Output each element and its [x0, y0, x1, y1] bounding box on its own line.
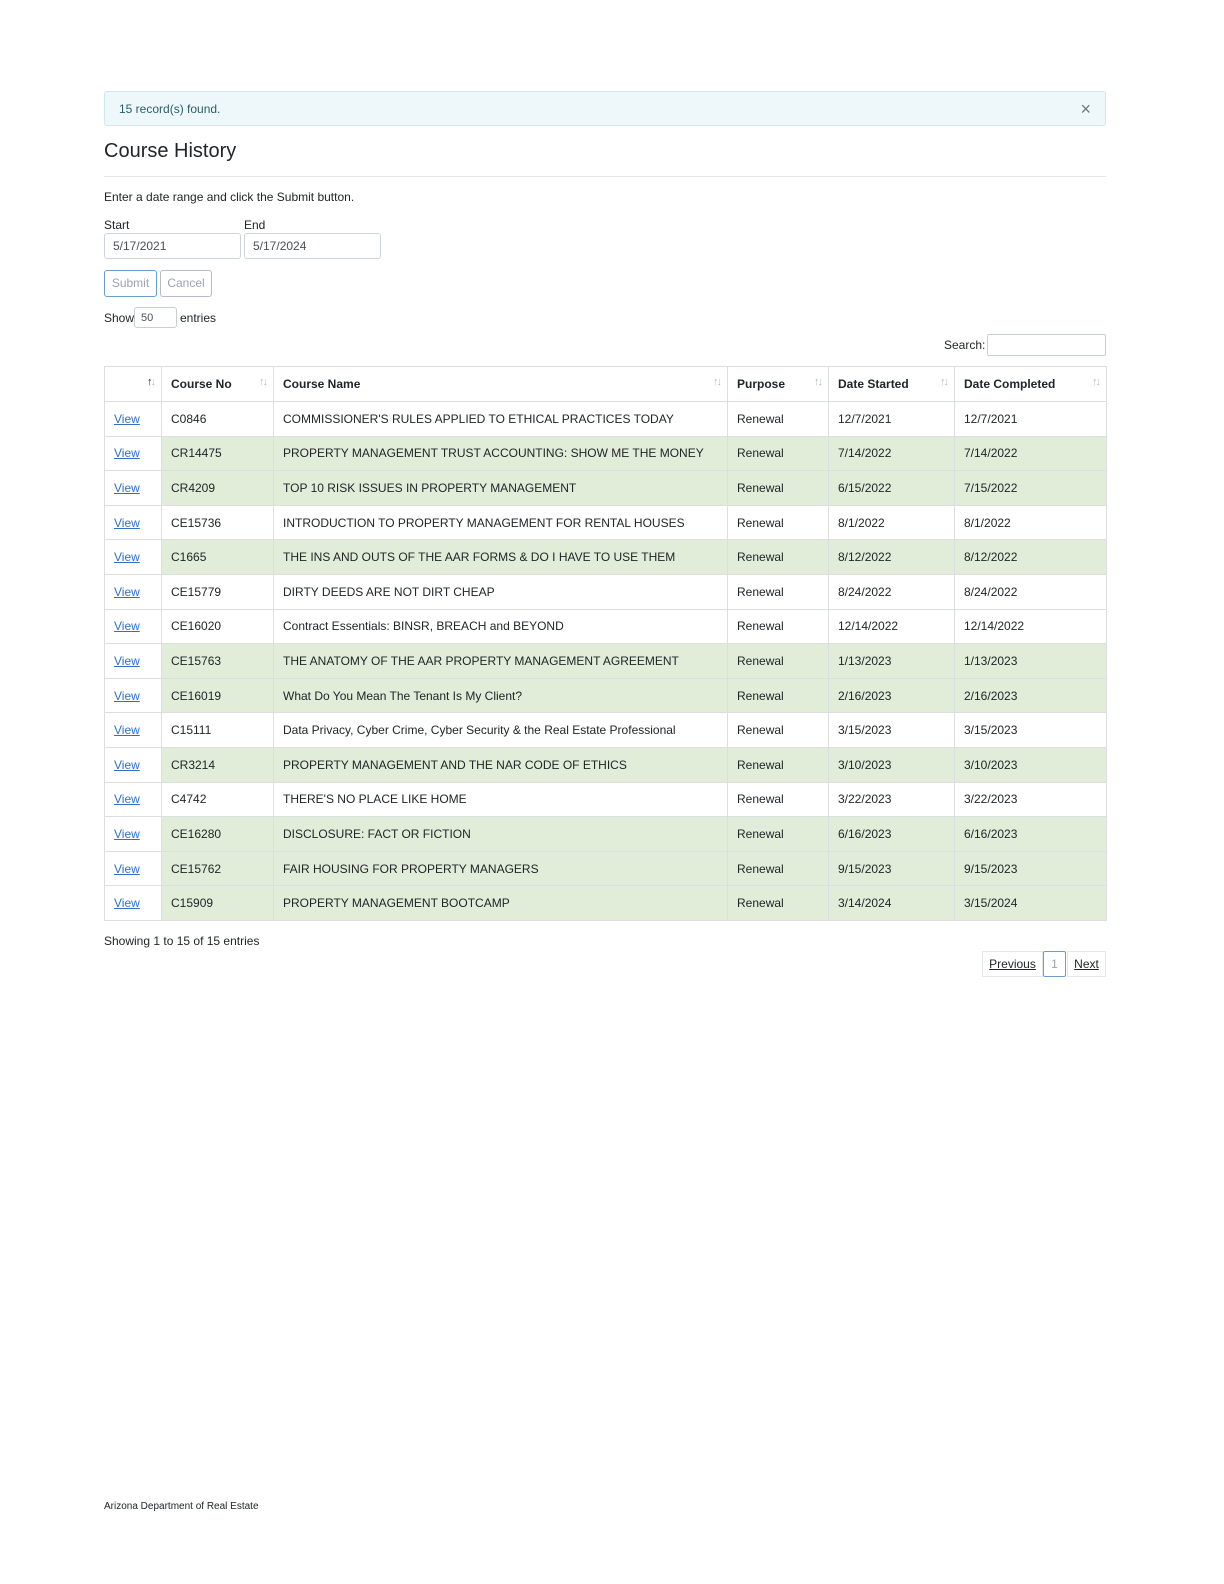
column-header-date-completed[interactable] [955, 367, 1107, 402]
show-label: Show [104, 311, 135, 325]
page-title: Course History [104, 140, 237, 162]
view-link[interactable]: View [114, 480, 140, 495]
view-link[interactable]: View [114, 653, 140, 668]
table-body [105, 402, 1107, 921]
column-header-label: Course Name [283, 377, 361, 391]
course-no-cell: CE15736 [162, 505, 274, 540]
course-name-cell: THE INS AND OUTS OF THE AAR FORMS & DO I HAVE TO USE THEM [274, 540, 728, 575]
view-link[interactable]: View [114, 757, 140, 772]
date-completed-cell: 8/1/2022 [955, 505, 1107, 540]
course-name-cell: FAIR HOUSING FOR PROPERTY MANAGERS [274, 851, 728, 886]
course-name-cell: DISCLOSURE: FACT OR FICTION [274, 817, 728, 852]
sort-icon: ↑↓ [814, 376, 821, 388]
sort-icon: ↑↓ [713, 376, 720, 388]
course-name-cell: THE ANATOMY OF THE AAR PROPERTY MANAGEMENT AGREEMENT [274, 644, 728, 679]
course-no-cell: CE15763 [162, 644, 274, 679]
view-link[interactable]: View [114, 792, 140, 807]
date-started-cell: 3/14/2024 [829, 886, 955, 921]
table-row [105, 436, 1107, 471]
date-completed-cell: 3/22/2023 [955, 782, 1107, 817]
view-cell [105, 471, 162, 506]
date-completed-cell: 1/13/2023 [955, 644, 1107, 679]
course-name-cell: TOP 10 RISK ISSUES IN PROPERTY MANAGEMENT [274, 471, 728, 506]
course-name-cell: PROPERTY MANAGEMENT TRUST ACCOUNTING: SHOW ME THE MONEY [274, 436, 728, 471]
course-no-cell: CE16020 [162, 609, 274, 644]
view-cell [105, 817, 162, 852]
sort-icon: ↑↓ [940, 376, 947, 388]
footer-text: Arizona Department of Real Estate [104, 1501, 259, 1512]
view-link[interactable]: View [114, 411, 140, 426]
course-no-cell: C15909 [162, 886, 274, 921]
course-name-cell: PROPERTY MANAGEMENT AND THE NAR CODE OF ETHICS [274, 747, 728, 782]
view-link[interactable]: View [114, 550, 140, 565]
table-row [105, 782, 1107, 817]
course-history-table [104, 366, 1107, 921]
course-no-cell: C15111 [162, 713, 274, 748]
close-icon[interactable]: × [1080, 99, 1091, 119]
table-row [105, 402, 1107, 437]
course-no-cell: CE15762 [162, 851, 274, 886]
date-completed-cell: 7/14/2022 [955, 436, 1107, 471]
view-cell [105, 747, 162, 782]
date-started-cell: 6/16/2023 [829, 817, 955, 852]
date-started-cell: 3/15/2023 [829, 713, 955, 748]
search-label: Search: [944, 338, 986, 352]
purpose-cell: Renewal [728, 436, 829, 471]
view-link[interactable]: View [114, 861, 140, 876]
table-row [105, 540, 1107, 575]
view-link[interactable]: View [114, 619, 140, 634]
column-header-label: Date Completed [964, 377, 1056, 391]
course-no-cell: CE16280 [162, 817, 274, 852]
table-row [105, 471, 1107, 506]
course-name-cell: DIRTY DEEDS ARE NOT DIRT CHEAP [274, 574, 728, 609]
entries-per-page-select[interactable]: 50 [134, 307, 177, 328]
date-started-cell: 7/14/2022 [829, 436, 955, 471]
sort-icon: ↑↓ [259, 376, 266, 388]
view-link[interactable]: View [114, 723, 140, 738]
purpose-cell: Renewal [728, 505, 829, 540]
table-row [105, 886, 1107, 921]
purpose-cell: Renewal [728, 678, 829, 713]
course-name-cell: What Do You Mean The Tenant Is My Client? [274, 678, 728, 713]
date-started-cell: 3/10/2023 [829, 747, 955, 782]
date-started-cell: 8/1/2022 [829, 505, 955, 540]
view-cell [105, 574, 162, 609]
view-link[interactable]: View [114, 896, 140, 911]
cancel-button[interactable]: Cancel [160, 270, 212, 297]
purpose-cell: Renewal [728, 851, 829, 886]
date-started-cell: 12/14/2022 [829, 609, 955, 644]
submit-button[interactable]: Submit [104, 270, 157, 297]
table-info: Showing 1 to 15 of 15 entries [104, 934, 260, 948]
alert-message: 15 record(s) found. [119, 102, 221, 116]
column-header-purpose[interactable] [728, 367, 829, 402]
date-completed-cell: 6/16/2023 [955, 817, 1107, 852]
view-cell [105, 540, 162, 575]
view-link[interactable]: View [114, 826, 140, 841]
course-no-cell: CE15779 [162, 574, 274, 609]
date-completed-cell: 12/7/2021 [955, 402, 1107, 437]
purpose-cell: Renewal [728, 782, 829, 817]
end-date-label: End [244, 218, 266, 232]
column-header-label: Purpose [737, 377, 786, 391]
next-page-button[interactable]: Next [1067, 951, 1106, 977]
view-cell [105, 505, 162, 540]
date-started-cell: 12/7/2021 [829, 402, 955, 437]
view-link[interactable]: View [114, 515, 140, 530]
course-no-cell: CR14475 [162, 436, 274, 471]
table-row [105, 574, 1107, 609]
course-name-cell: COMMISSIONER'S RULES APPLIED TO ETHICAL PRACTICES TODAY [274, 402, 728, 437]
purpose-cell: Renewal [728, 471, 829, 506]
course-no-cell: C0846 [162, 402, 274, 437]
entries-label: entries [180, 311, 217, 325]
end-date-input[interactable]: 5/17/2024 [244, 233, 381, 259]
table-row [105, 644, 1107, 679]
purpose-cell: Renewal [728, 886, 829, 921]
date-completed-cell: 3/15/2023 [955, 713, 1107, 748]
table-row [105, 851, 1107, 886]
date-started-cell: 8/24/2022 [829, 574, 955, 609]
view-cell [105, 713, 162, 748]
view-cell [105, 886, 162, 921]
column-header-date-started[interactable] [829, 367, 955, 402]
purpose-cell: Renewal [728, 609, 829, 644]
purpose-cell: Renewal [728, 713, 829, 748]
purpose-cell: Renewal [728, 817, 829, 852]
table-row [105, 747, 1107, 782]
title-divider [104, 176, 1106, 177]
purpose-cell: Renewal [728, 747, 829, 782]
page-1-button[interactable]: 1 [1043, 951, 1066, 977]
records-found-alert [104, 91, 1106, 126]
table-header-row [105, 367, 1107, 402]
view-cell [105, 644, 162, 679]
date-completed-cell: 9/15/2023 [955, 851, 1107, 886]
table-row [105, 817, 1107, 852]
view-cell [105, 782, 162, 817]
view-cell [105, 609, 162, 644]
date-started-cell: 1/13/2023 [829, 644, 955, 679]
sort-icon: ↑↓ [1092, 376, 1099, 388]
date-completed-cell: 3/10/2023 [955, 747, 1107, 782]
column-header-label: Course No [171, 377, 232, 391]
date-completed-cell: 3/15/2024 [955, 886, 1107, 921]
purpose-cell: Renewal [728, 402, 829, 437]
date-completed-cell: 7/15/2022 [955, 471, 1107, 506]
column-header-label: Date Started [838, 377, 909, 391]
course-name-cell: Data Privacy, Cyber Crime, Cyber Security & the Real Estate Professional [274, 713, 728, 748]
column-header-course-no[interactable] [162, 367, 274, 402]
sort-ascending-icon: ↑↓ [147, 376, 154, 388]
start-date-label: Start [104, 218, 130, 232]
course-no-cell: CR4209 [162, 471, 274, 506]
date-started-cell: 6/15/2022 [829, 471, 955, 506]
table-row [105, 609, 1107, 644]
course-no-cell: C4742 [162, 782, 274, 817]
view-cell [105, 851, 162, 886]
purpose-cell: Renewal [728, 574, 829, 609]
previous-page-button[interactable]: Previous [982, 951, 1043, 977]
date-started-cell: 9/15/2023 [829, 851, 955, 886]
view-link[interactable]: View [114, 446, 140, 461]
date-completed-cell: 2/16/2023 [955, 678, 1107, 713]
course-name-cell: THERE'S NO PLACE LIKE HOME [274, 782, 728, 817]
purpose-cell: Renewal [728, 540, 829, 575]
course-name-cell: PROPERTY MANAGEMENT BOOTCAMP [274, 886, 728, 921]
date-completed-cell: 8/12/2022 [955, 540, 1107, 575]
date-started-cell: 8/12/2022 [829, 540, 955, 575]
date-started-cell: 3/22/2023 [829, 782, 955, 817]
start-date-input[interactable]: 5/17/2021 [104, 233, 241, 259]
course-no-cell: C1665 [162, 540, 274, 575]
date-started-cell: 2/16/2023 [829, 678, 955, 713]
instructions-text: Enter a date range and click the Submit button. [104, 190, 355, 204]
view-cell [105, 402, 162, 437]
course-no-cell: CR3214 [162, 747, 274, 782]
table-row [105, 505, 1107, 540]
view-link[interactable]: View [114, 584, 140, 599]
table-row [105, 678, 1107, 713]
course-name-cell: INTRODUCTION TO PROPERTY MANAGEMENT FOR RENTAL HOUSES [274, 505, 728, 540]
view-cell [105, 678, 162, 713]
purpose-cell: Renewal [728, 644, 829, 679]
course-no-cell: CE16019 [162, 678, 274, 713]
date-completed-cell: 8/24/2022 [955, 574, 1107, 609]
date-completed-cell: 12/14/2022 [955, 609, 1107, 644]
view-cell [105, 436, 162, 471]
search-input[interactable] [987, 334, 1106, 356]
table-row [105, 713, 1107, 748]
view-link[interactable]: View [114, 688, 140, 703]
column-header-course-name[interactable] [274, 367, 728, 402]
column-header-action[interactable] [105, 367, 162, 402]
course-name-cell: Contract Essentials: BINSR, BREACH and BEYOND [274, 609, 728, 644]
